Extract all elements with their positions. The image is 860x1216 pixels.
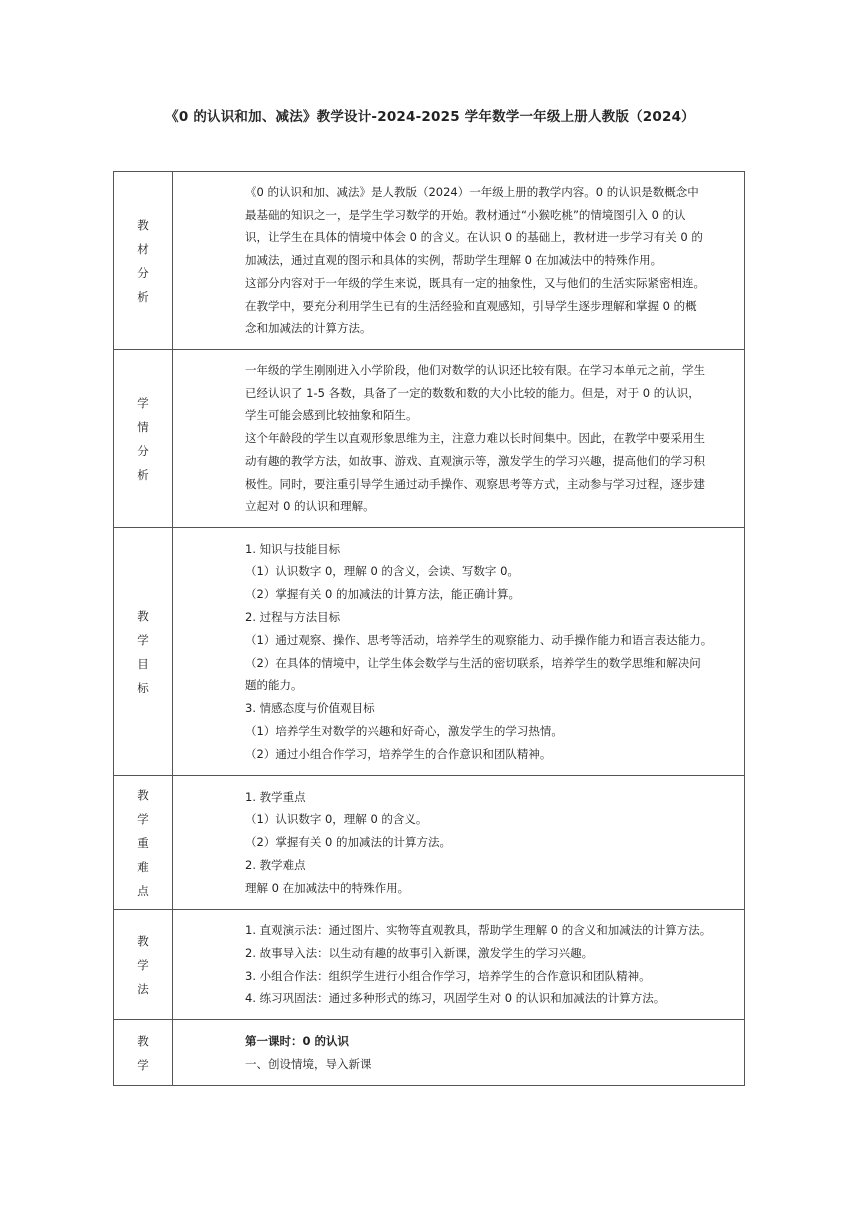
content-line: 最基础的知识之一，是学生学习数学的开始。教材通过“小猴吃桃”的情境图引入 0 的认	[245, 207, 686, 222]
label-char: 难	[137, 859, 149, 874]
content-line: （2）在具体的情境中，让学生体会数学与生活的密切联系，培养学生的数学思维和解决问	[245, 655, 701, 670]
content-line: 2. 故事导入法：以生动有趣的故事引入新课，激发学生的学习兴趣。	[245, 945, 594, 960]
label-char: 法	[137, 981, 149, 996]
content-line: 2. 教学难点	[245, 857, 306, 872]
content-line: （1）认识数字 0，理解 0 的含义，会读、写数字 0。	[245, 564, 519, 579]
lesson-heading: 第一课时：0 的认识	[245, 1033, 350, 1048]
label-char: 教	[137, 217, 149, 232]
document-title: 《0 的认识和加、减法》教学设计-2024-2025 学年数学一年级上册人教版（2024）	[165, 109, 695, 125]
label-char: 材	[137, 241, 149, 256]
content-line: 念和加减法的计算方法。	[245, 321, 372, 336]
content-line: 2. 过程与方法目标	[245, 609, 341, 624]
content-line: 理解 0 在加减法中的特殊作用。	[245, 880, 410, 895]
table-row-key-difficult-points	[114, 776, 745, 910]
content-line: 动有趣的教学方法，如故事、游戏、直观演示等，激发学生的学习兴趣，提高他们的学习积	[245, 453, 705, 468]
row-label-textbook-analysis	[114, 172, 173, 350]
content-line: 一、创设情境，导入新课	[245, 1056, 372, 1071]
content-line: 4. 练习巩固法：通过多种形式的练习，巩固学生对 0 的认识和加减法的计算方法。	[245, 991, 666, 1006]
content-line: 这个年龄段的学生以直观形象思维为主，注意力难以长时间集中。因此，在教学中要采用生	[245, 431, 705, 446]
content-line: （1）培养学生对数学的兴趣和好奇心，激发学生的学习热情。	[245, 723, 563, 738]
row-content-student-analysis	[173, 350, 745, 528]
row-content-teaching-methods	[173, 910, 745, 1020]
row-content-teaching-process	[173, 1020, 745, 1086]
label-char: 学	[137, 632, 149, 647]
content-line: 一年级的学生刚刚进入小学阶段，他们对数学的认识还比较有限。在学习本单元之前，学生	[245, 362, 705, 377]
table-row-textbook-analysis	[114, 172, 745, 350]
content-line: 这部分内容对于一年级的学生来说，既具有一定的抽象性，又与他们的生活实际紧密相连。	[245, 275, 705, 290]
row-content-key-difficult-points	[173, 776, 745, 910]
table-row-teaching-methods	[114, 910, 745, 1020]
label-char: 分	[137, 265, 149, 280]
content-line: 《0 的认识和加、减法》是人教版（2024）一年级上册的教学内容。0 的认识是数概念中	[245, 184, 699, 199]
row-content-teaching-objectives	[173, 528, 745, 776]
label-char: 学	[137, 957, 149, 972]
row-label-teaching-objectives	[114, 528, 173, 776]
label-char: 点	[137, 883, 149, 898]
content-line: （1）认识数字 0，理解 0 的含义。	[245, 812, 428, 827]
content-line: 极性。同时，要注重引导学生通过动手操作、观察思考等方式，主动参与学习过程，逐步建	[245, 476, 705, 491]
content-line: 立起对 0 的认识和理解。	[245, 499, 375, 514]
content-line: 题的能力。	[245, 678, 303, 693]
label-char: 重	[137, 835, 149, 850]
label-char: 分	[137, 443, 149, 458]
label-char: 析	[137, 289, 149, 304]
label-char: 教	[137, 787, 149, 802]
label-char: 标	[137, 680, 149, 695]
content-line: （2）掌握有关 0 的加减法的计算方法。	[245, 835, 451, 850]
label-char: 学	[137, 811, 149, 826]
lesson-plan-table	[113, 171, 745, 1086]
table-row-teaching-process	[114, 1020, 745, 1086]
row-content-textbook-analysis	[173, 172, 745, 350]
content-line: 识，让学生在具体的情境中体会 0 的含义。在认识 0 的基础上，教材进一步学习有关 0 的	[245, 230, 703, 245]
content-line: 在教学中，要充分利用学生已有的生活经验和直观感知，引导学生逐步理解和掌握 0 的概	[245, 298, 697, 313]
label-char: 教	[137, 933, 149, 948]
content-line: 学生可能会感到比较抽象和陌生。	[245, 408, 418, 423]
label-char: 目	[137, 656, 149, 671]
row-label-key-difficult-points	[114, 776, 173, 910]
row-label-student-analysis	[114, 350, 173, 528]
row-label-teaching-methods	[114, 910, 173, 1020]
content-line: （1）通过观察、操作、思考等活动，培养学生的观察能力、动手操作能力和语言表达能力。	[245, 632, 713, 647]
content-line: 1. 直观演示法：通过图片、实物等直观教具，帮助学生理解 0 的含义和加减法的计算方法。	[245, 922, 712, 937]
content-line: 1. 教学重点	[245, 789, 306, 804]
content-line: （2）通过小组合作学习，培养学生的合作意识和团队精神。	[245, 746, 552, 761]
content-line: （2）掌握有关 0 的加减法的计算方法，能正确计算。	[245, 587, 520, 602]
label-char: 学	[137, 395, 149, 410]
content-line: 已经认识了 1-5 各数，具备了一定的数数和数的大小比较的能力。但是，对于 0 的认识，	[245, 385, 700, 400]
content-line: 3. 小组合作法：组织学生进行小组合作学习，培养学生的合作意识和团队精神。	[245, 968, 651, 983]
content-line: 1. 知识与技能目标	[245, 541, 341, 556]
row-label-teaching-process	[114, 1020, 173, 1086]
label-char: 教	[137, 1033, 149, 1048]
label-char: 情	[137, 419, 149, 434]
content-line: 3. 情感态度与价值观目标	[245, 701, 375, 716]
label-char: 析	[137, 467, 149, 482]
table-row-teaching-objectives	[114, 528, 745, 776]
label-char: 学	[137, 1057, 149, 1072]
table-row-student-analysis	[114, 350, 745, 528]
label-char: 教	[137, 608, 149, 623]
content-line: 加减法，通过直观的图示和具体的实例，帮助学生理解 0 在加减法中的特殊作用。	[245, 253, 663, 268]
